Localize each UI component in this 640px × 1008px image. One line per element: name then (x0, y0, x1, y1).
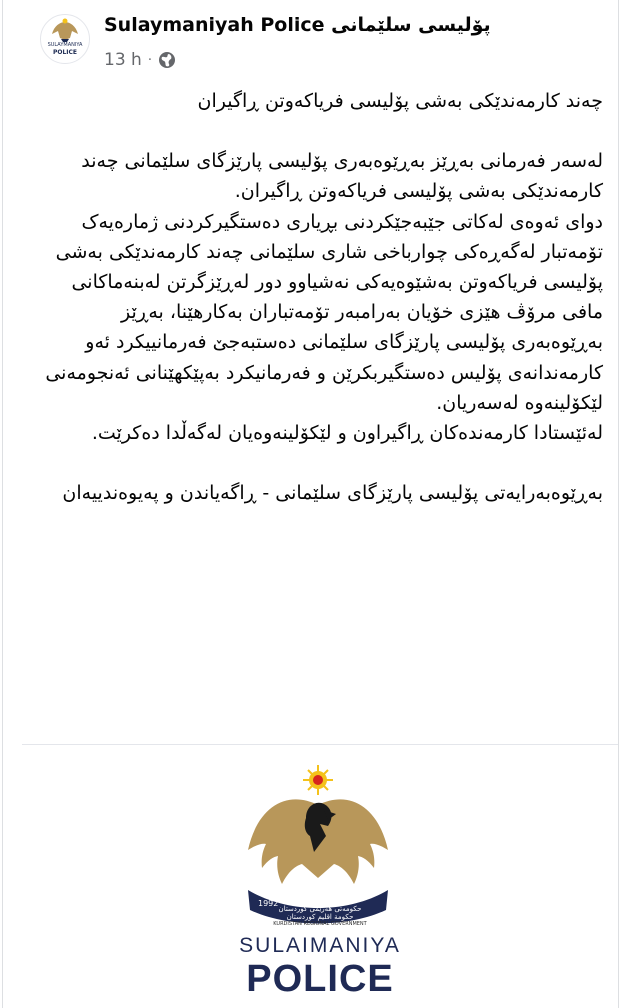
avatar-text-line1: SULAYMANIYA (47, 42, 83, 48)
avatar-text-line2: POLICE (52, 49, 78, 56)
meta-separator: · (147, 52, 152, 68)
svg-text:1992: 1992 (258, 899, 279, 908)
logo-text-police: POLICE (246, 958, 394, 1000)
seal-text-kurdish: حکومەتی هەرێمی کوردستان (278, 905, 362, 913)
globe-icon[interactable] (158, 51, 176, 69)
post-header (40, 12, 600, 76)
post-paragraph: لەسەر فەرمانی بەڕێز بەڕێوەبەری پۆلیسی پارێزگای سلێمانی چەند کارمەندێکی بەشی پۆلیسی فریاکەوتن ڕاگیران. (81, 150, 603, 203)
post-paragraph: دوای ئەوەی لەکاتی جێبەجێکردنی بڕیاری دەستگیرکردنی ژمارەیەک تۆمەتبار لەگەڕەکی چوارباخی شاری سلێمانی چەند کارمەندێکی بەشی پۆلیسی فریاکەوتن بەشێوەیەکی نەشیاوو دور لەڕێزگرتن لەبنەماکانی مافی مرۆڤ هێزی خۆیان بەرامبەر تۆمەتباران بەکارهێنا، بەڕێز بەڕێوەبەری پۆلیسی پارێزگای سلێمانی دەستبەجێ فەرمانییکرد ئەو کارمەندانەی پۆلیس دەستگیربکرێن و فەرمانیکرد بەپێکهێنانی ئەنجومەنی لێکۆلینەوە لەسەریان. (45, 210, 603, 414)
post-signature: بەڕێوەبەرایەتی پۆلیسی پارێزگای سلێمانی - ڕاگەیاندن و پەیوەندییەان (62, 482, 603, 505)
post-title-line: چەند کارمەندێکی بەشی پۆلیسی فریاکەوتن ڕاگیران (197, 90, 603, 112)
image-divider (22, 744, 618, 745)
feed-edge-right (618, 0, 619, 1008)
seal-text-english: KURDISTAN REGIONAL GOVERNMENT (273, 921, 367, 927)
sun-icon (303, 765, 333, 795)
eagle-emblem-icon (50, 18, 80, 42)
paragraph-gap (40, 116, 603, 146)
post-timestamp[interactable]: 13 h (104, 50, 142, 70)
post-meta (104, 49, 176, 71)
post-paragraph: لەئێستادا کارمەندەکان ڕاگیراون و لێکۆلینەوەیان لەگەڵدا دەکرێت. (91, 422, 603, 445)
feed-edge-left (2, 0, 3, 1008)
post-body (40, 86, 603, 508)
page-name-link[interactable]: Sulaymaniyah Police پۆلیسی سلێمانی (104, 14, 491, 36)
paragraph-gap (40, 448, 603, 478)
seal-text-arabic: حكومة اقليم كوردستان (286, 913, 354, 921)
avatar[interactable] (40, 14, 90, 64)
logo-text-city: SULAIMANIYA (239, 934, 401, 957)
